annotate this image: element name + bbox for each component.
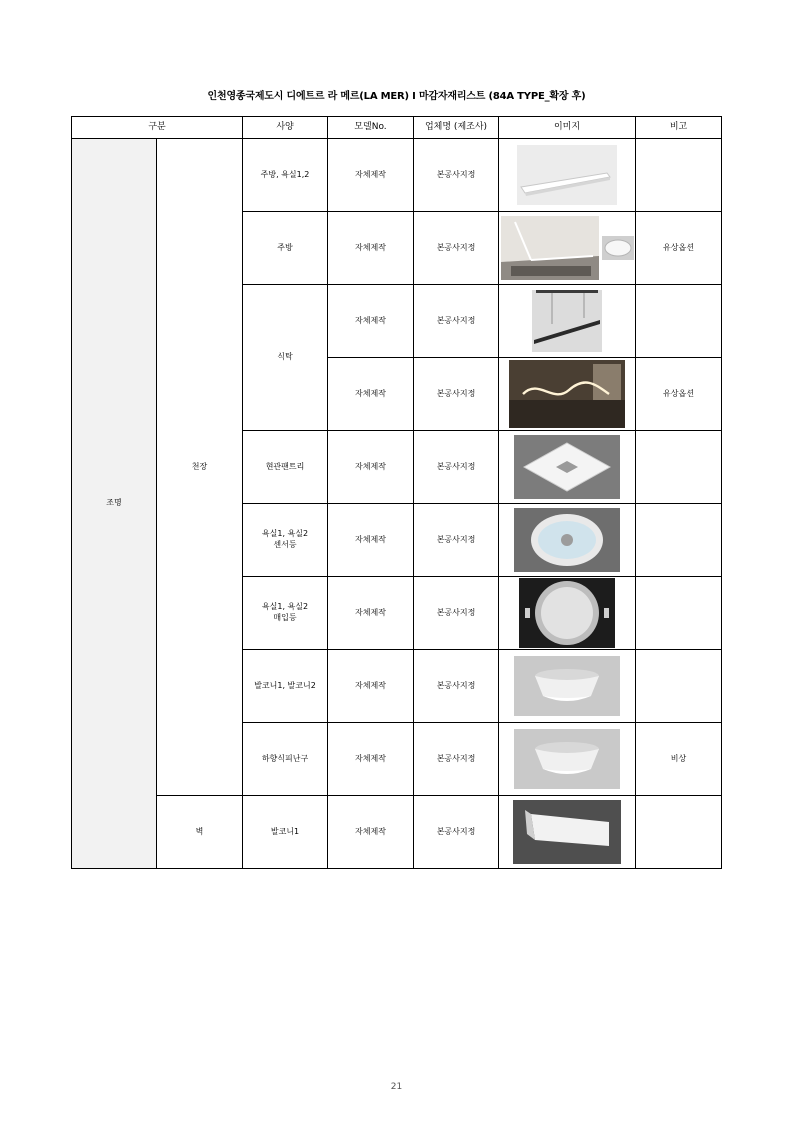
round-panel-light-image bbox=[602, 236, 634, 260]
model-cell: 자체제작 bbox=[328, 431, 414, 504]
header-model: 모델No. bbox=[328, 117, 414, 139]
header-category: 구분 bbox=[72, 117, 243, 139]
image-cell bbox=[499, 796, 636, 869]
note-cell bbox=[636, 504, 722, 577]
model-cell: 자체제작 bbox=[328, 504, 414, 577]
maker-cell: 본공사지정 bbox=[414, 650, 499, 723]
note-cell bbox=[636, 650, 722, 723]
model-cell: 자체제작 bbox=[328, 358, 414, 431]
table-row bbox=[72, 139, 722, 212]
maker-cell: 본공사지정 bbox=[414, 796, 499, 869]
spec-cell: 발코니1, 발코니2 bbox=[243, 650, 328, 723]
maker-cell: 본공사지정 bbox=[414, 723, 499, 796]
header-note: 비고 bbox=[636, 117, 722, 139]
image-cell bbox=[499, 139, 636, 212]
model-cell: 자체제작 bbox=[328, 577, 414, 650]
round-ceiling-light-image bbox=[514, 729, 620, 789]
image-cell bbox=[499, 504, 636, 577]
linear-ceiling-light-image bbox=[517, 145, 617, 205]
recessed-downlight-image bbox=[519, 578, 615, 648]
document-title: 인천영종국제도시 디에트르 라 메르(LA MER) I 마감자재리스트 (84A TYPE_확장 후) bbox=[207, 91, 586, 102]
maker-cell: 본공사지정 bbox=[414, 285, 499, 358]
image-cell bbox=[499, 431, 636, 504]
header-row bbox=[72, 117, 722, 139]
spec-cell: 하향식피난구 bbox=[243, 723, 328, 796]
note-cell: 유상옵션 bbox=[636, 358, 722, 431]
kitchen-line-light-image bbox=[501, 216, 599, 280]
header-image: 이미지 bbox=[499, 117, 636, 139]
page-number: 21 bbox=[390, 1082, 403, 1092]
note-cell: 유상옵션 bbox=[636, 212, 722, 285]
model-cell: 자체제작 bbox=[328, 285, 414, 358]
image-cell bbox=[499, 650, 636, 723]
maker-cell: 본공사지정 bbox=[414, 212, 499, 285]
spec-cell: 발코니1 bbox=[243, 796, 328, 869]
square-ceiling-light-image bbox=[514, 435, 620, 499]
subcategory-wall: 벽 bbox=[157, 796, 243, 869]
pendant-bar-light-image bbox=[532, 290, 602, 352]
image-cell bbox=[499, 723, 636, 796]
image-cell bbox=[499, 577, 636, 650]
table-row bbox=[72, 796, 722, 869]
note-cell bbox=[636, 285, 722, 358]
note-cell bbox=[636, 139, 722, 212]
note-cell: 비상 bbox=[636, 723, 722, 796]
model-cell: 자체제작 bbox=[328, 796, 414, 869]
wave-pendant-light-image bbox=[509, 360, 625, 428]
spec-cell: 욕실1, 욕실2 매입등 bbox=[243, 577, 328, 650]
note-cell bbox=[636, 577, 722, 650]
model-cell: 자체제작 bbox=[328, 723, 414, 796]
spec-cell: 주방, 욕실1,2 bbox=[243, 139, 328, 212]
round-ceiling-light-image bbox=[514, 656, 620, 716]
header-spec: 사양 bbox=[243, 117, 328, 139]
spec-cell: 식탁 bbox=[243, 285, 328, 431]
subcategory-ceiling: 천장 bbox=[157, 139, 243, 796]
note-cell bbox=[636, 796, 722, 869]
image-cell bbox=[499, 358, 636, 431]
maker-cell: 본공사지정 bbox=[414, 139, 499, 212]
model-cell: 자체제작 bbox=[328, 212, 414, 285]
maker-cell: 본공사지정 bbox=[414, 577, 499, 650]
spec-cell: 욕실1, 욕실2 센서등 bbox=[243, 504, 328, 577]
category-cell: 조명 bbox=[72, 139, 157, 869]
wall-light-image bbox=[513, 800, 621, 864]
maker-cell: 본공사지정 bbox=[414, 358, 499, 431]
maker-cell: 본공사지정 bbox=[414, 431, 499, 504]
image-cell bbox=[499, 212, 636, 285]
header-maker: 업체명 (제조사) bbox=[414, 117, 499, 139]
sensor-light-image bbox=[514, 508, 620, 572]
spec-cell: 현관팬트리 bbox=[243, 431, 328, 504]
model-cell: 자체제작 bbox=[328, 650, 414, 723]
material-list-table bbox=[71, 116, 722, 869]
maker-cell: 본공사지정 bbox=[414, 504, 499, 577]
image-cell bbox=[499, 285, 636, 358]
spec-cell: 주방 bbox=[243, 212, 328, 285]
model-cell: 자체제작 bbox=[328, 139, 414, 212]
note-cell bbox=[636, 431, 722, 504]
